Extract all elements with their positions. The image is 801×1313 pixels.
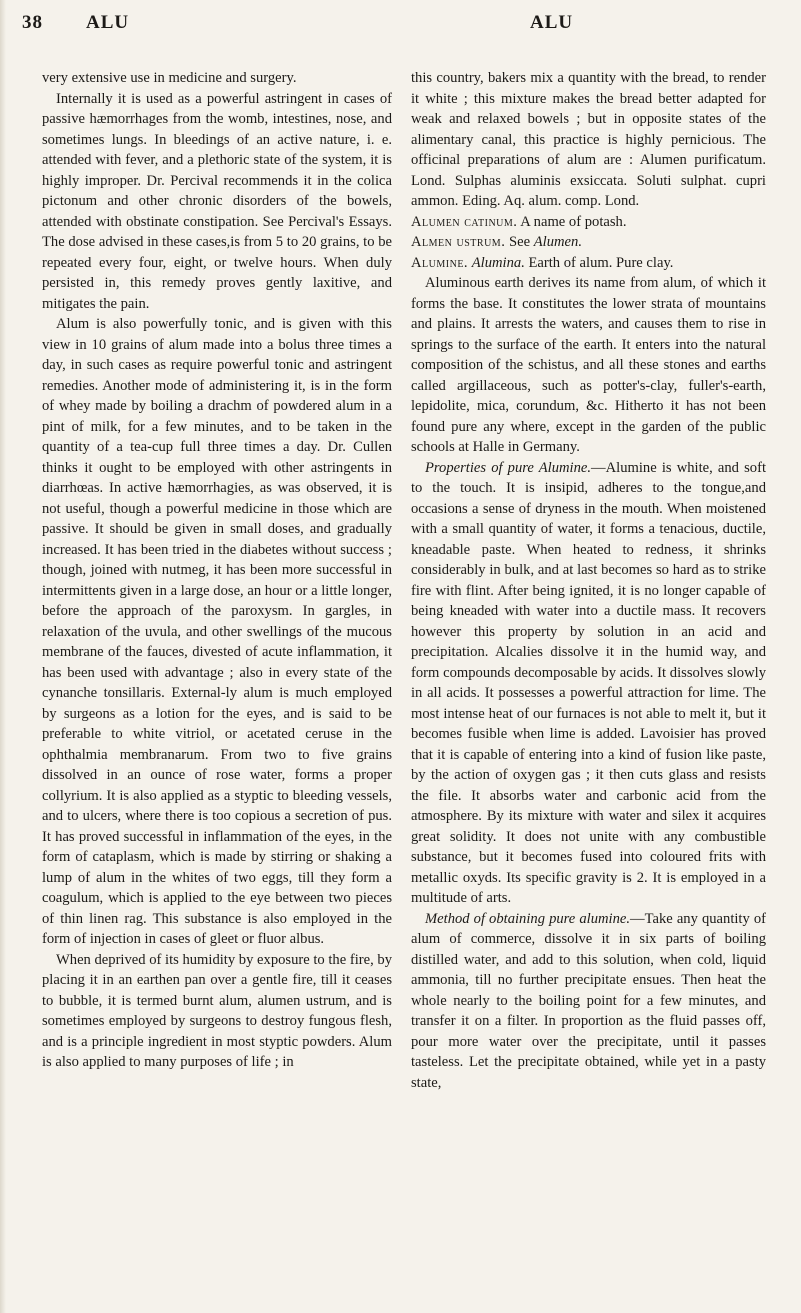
dictionary-entry — [411, 253, 766, 274]
gutter-shadow — [0, 0, 6, 1313]
page-number: 38 — [22, 12, 43, 33]
entry-definition: See — [509, 234, 531, 250]
dictionary-entry — [411, 232, 766, 253]
running-head — [22, 12, 771, 42]
entry-headword: Alumen catinum. — [411, 213, 518, 230]
paragraph: Aluminous earth derives its name from alum, of which it forms the base. It constitutes the lower strata of mountains and plains. It arrests the waters, and causes them to rise in springs to the surface of the earth. It enters into the natural composition of the schistus, and all these stones and earths called argillaceous, such as potter's-clay, fuller's-earth, lepidolite, mica, corundum, &c. Hitherto it has not been found pure any where, except in the garden of the public schools at Halle in Germany. — [411, 275, 766, 455]
entry-headword: Almen ustrum. — [411, 234, 506, 250]
left-column — [42, 68, 392, 1073]
section-heading: Method of obtaining pure alumine. — [425, 910, 631, 927]
paragraph: Alum is also powerfully tonic, and is given with this view in 10 grains of alum made into a bolus three times a day, in such cases as require powerful tonic and astringent remedies. Another mode of administering it, is in the form of whey made by boiling a drachm of powdered alum in a pint of milk, for a few minutes, and to be taken in the quantity of a tea-cup full three times a day. Dr. Cullen thinks it ought to be employed with other astringents in diarrhœas. In active hæmorrhagies, as was observed, it is not useful, though a powerful medicine in those which are passive. It should be given in small doses, and gradually increased. It has been tried in the diabetes without success ; though, joined with nutmeg, it has been more successful in intermittents given in a large dose, an hour or a little longer, before the approach of the paroxysm. In gargles, in relaxation of the uvula, and other swellings of the mucous membrane of the fauces, divested of acute inflammation, it has been used with advantage ; also in every state of the cynanche tonsillaris. External-ly alum is much employed by surgeons as a lotion for the eyes, and is said to be preferable to white vitriol, or acetated ceruse in the ophthalmia membranarum. From two to five grains dissolved in an ounce of rose water, forms a proper collyrium. It is also applied as a styptic to bleeding vessels, and to ulcers, where there is too copious a secretion of pus. It has proved successful in inflammation of the eyes, in the form of cataplasm, which is made by stirring or shaking a lump of alum in the whites of two eggs, till they form a coagulum, which is applied to the eye between two pieces of thin linen rag. This substance is also employed in the form of injection in cases of gleet or fluor albus. — [42, 316, 392, 947]
running-head-right-word: ALU — [530, 12, 574, 33]
entry-definition: Earth of alum. Pure clay. — [528, 254, 674, 271]
dictionary-entry — [411, 212, 766, 233]
running-head-left-word: ALU — [86, 12, 130, 33]
paragraph — [411, 458, 766, 909]
section-text: —Take any quantity of alum of commerce, dissolve it in six parts of boiling distilled water, and add to this solution, when cold, liquid ammonia, till no further precipitate ensues. Then heat the whole nearly to the boiling point for a few minutes, and transfer it on a filter. In proportion as the fluid passes off, pour more water over the precipitate, until it passes tasteless. Let the precipitate obtained, while yet in a pasty state, — [411, 910, 767, 1091]
right-column — [411, 68, 766, 1093]
paragraph: this country, bakers mix a quantity with the bread, to render it white ; this mixture makes the bread better adapted for weak and relaxed bowels ; but in opposite states of the alimentary canal, this practice is highly pernicious. The officinal preparations of alum are : Alumen purificatum. Lond. Sulphas aluminis exsiccata. Soluti sulphat. cupri ammon. Eding. Aq. alum. comp. Lond. — [411, 70, 766, 209]
paragraph — [411, 909, 766, 1094]
paragraph: When deprived of its humidity by exposure to the fire, by placing it in an earthen pan over a gentle fire, till it ceases to bubble, it is termed burnt alum, alumen ustrum, and is sometimes employed by surgeons to destroy fungous flesh, and is a principle ingredient in most styptic powders. Alum is also applied to many purposes of life ; in — [42, 951, 392, 1070]
entry-synonym: Alumina. — [471, 254, 525, 271]
section-heading: Properties of pure Alumine. — [425, 459, 592, 476]
paragraph: Internally it is used as a powerful astringent in cases of passive hæmorrhages from the womb, intestines, nose, and sometimes lungs. In bleedings of an active nature, i. e. attended with fever, and a plethoric state of the system, it is highly improper. Dr. Percival recommends it in the colica pictonum and other chronic disorders of the bowels, attended with obstinate constipation. See Percival's Essays. The dose advised in these cases,is from 5 to 20 grains, to be repeated every four, eight, or twelve hours. When duly persisted in, this remedy proves gently laxitive, and mitigates the pain. — [42, 90, 392, 312]
entry-definition: A name of potash. — [520, 213, 627, 230]
entry-headword: Alumine. — [411, 254, 469, 271]
paragraph: very extensive use in medicine and surgery. — [42, 70, 297, 86]
entry-cross-reference: Alumen. — [533, 234, 582, 250]
section-text: —Alumine is white, and soft to the touch. It is insipid, adheres to the tongue,and occasions a sense of dryness in the mouth. When moistened with a small quantity of water, it forms a tenacious, ductile, kneadable paste. When heated to redness, it shrinks considerably in bulk, and at last becomes so hard as to strike fire with flint. After being ignited, it is no longer capable of being kneaded with water into a ductile mass. It recovers however this property by solution in an acid and precipitation. Alcalies dissolve it in the humid way, and form compounds decomposable by acids. It dissolves slowly in all acids. It possesses a powerful attraction for lime. The most intense heat of our furnaces is not able to melt it, but it becomes fusible when lime is added. Lavoisier has proved that it is capable of entering into a kind of fusion like paste, by the action of oxygen gas ; it then cuts glass and resists the file. It absorbs water and carbonic acid from the atmosphere. By its mixture with water and silex it acquires great solidity. It does not unite with any combustible substance, but it becomes fused into coloured frits with metallic oxyds. Its specific gravity is 2. It is employed in a multitude of arts. — [411, 459, 767, 906]
